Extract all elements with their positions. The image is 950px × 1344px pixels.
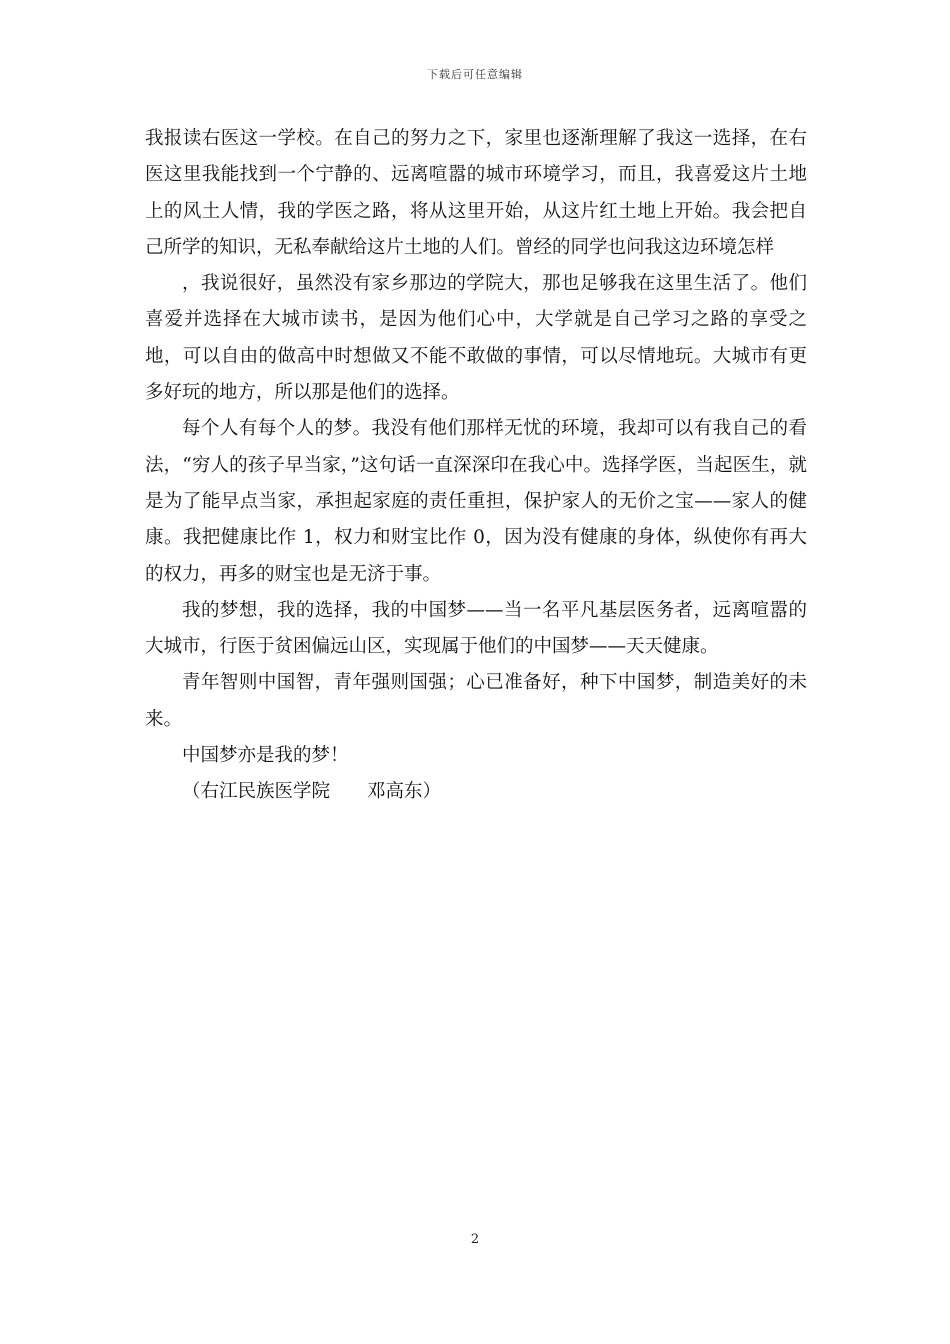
- page-header: 下载后可任意编辑: [427, 68, 523, 81]
- page-number: 2: [470, 1232, 480, 1247]
- paragraph-6: 中国梦亦是我的梦！: [182, 745, 349, 767]
- paragraph-1: 我报读右医这一学校。在自己的努力之下，家里也逐渐理解了我这一选择，在右医这里我能找到一个宁静的、远离喧嚣的城市环境学习，而且，我喜爱这片土地上的风土人情，我的学医之路，将从这里开始，从这片红土地上开始。我会把自己所学的知识，无私奉献给这片土地的人们。曾经的同学也问我这边环境怎样: [145, 128, 807, 258]
- paragraph-2: ，我说很好，虽然没有家乡那边的学院大，那也足够我在这里生活了。他们喜爱并选择在大城市读书，是因为他们心中，大学就是自己学习之路的享受之地，可以自由的做高中时想做又不能不敢做的事情，可以尽情地玩。大城市有更多好玩的地方，所以那是他们的选择。: [145, 273, 807, 404]
- paragraph-3: 每个人有每个人的梦。我没有他们那样无忧的环境，我却可以有我自己的看法，“穷人的孩子早当家，”这句话一直深深印在我心中。选择学医，当起医生，就是为了能早点当家，承担起家庭的责任重担，保护家人的无价之宝——家人的健康。我把健康比作 1，权力和财宝比作 0，因为没有健康的身体，纵使你有再大的权力，再多的财宝也是无济于事。: [145, 418, 807, 585]
- document-body: [145, 121, 807, 811]
- author-signature: （右江民族医学院 邓高东）: [182, 781, 442, 803]
- paragraph-5: 青年智则中国智，青年强则国强；心已准备好，种下中国梦，制造美好的未来。: [145, 672, 807, 730]
- paragraph-4: 我的梦想，我的选择，我的中国梦——当一名平凡基层医务者，远离喧嚣的大城市，行医于贫困偏远山区，实现属于他们的中国梦——天天健康。: [145, 599, 807, 658]
